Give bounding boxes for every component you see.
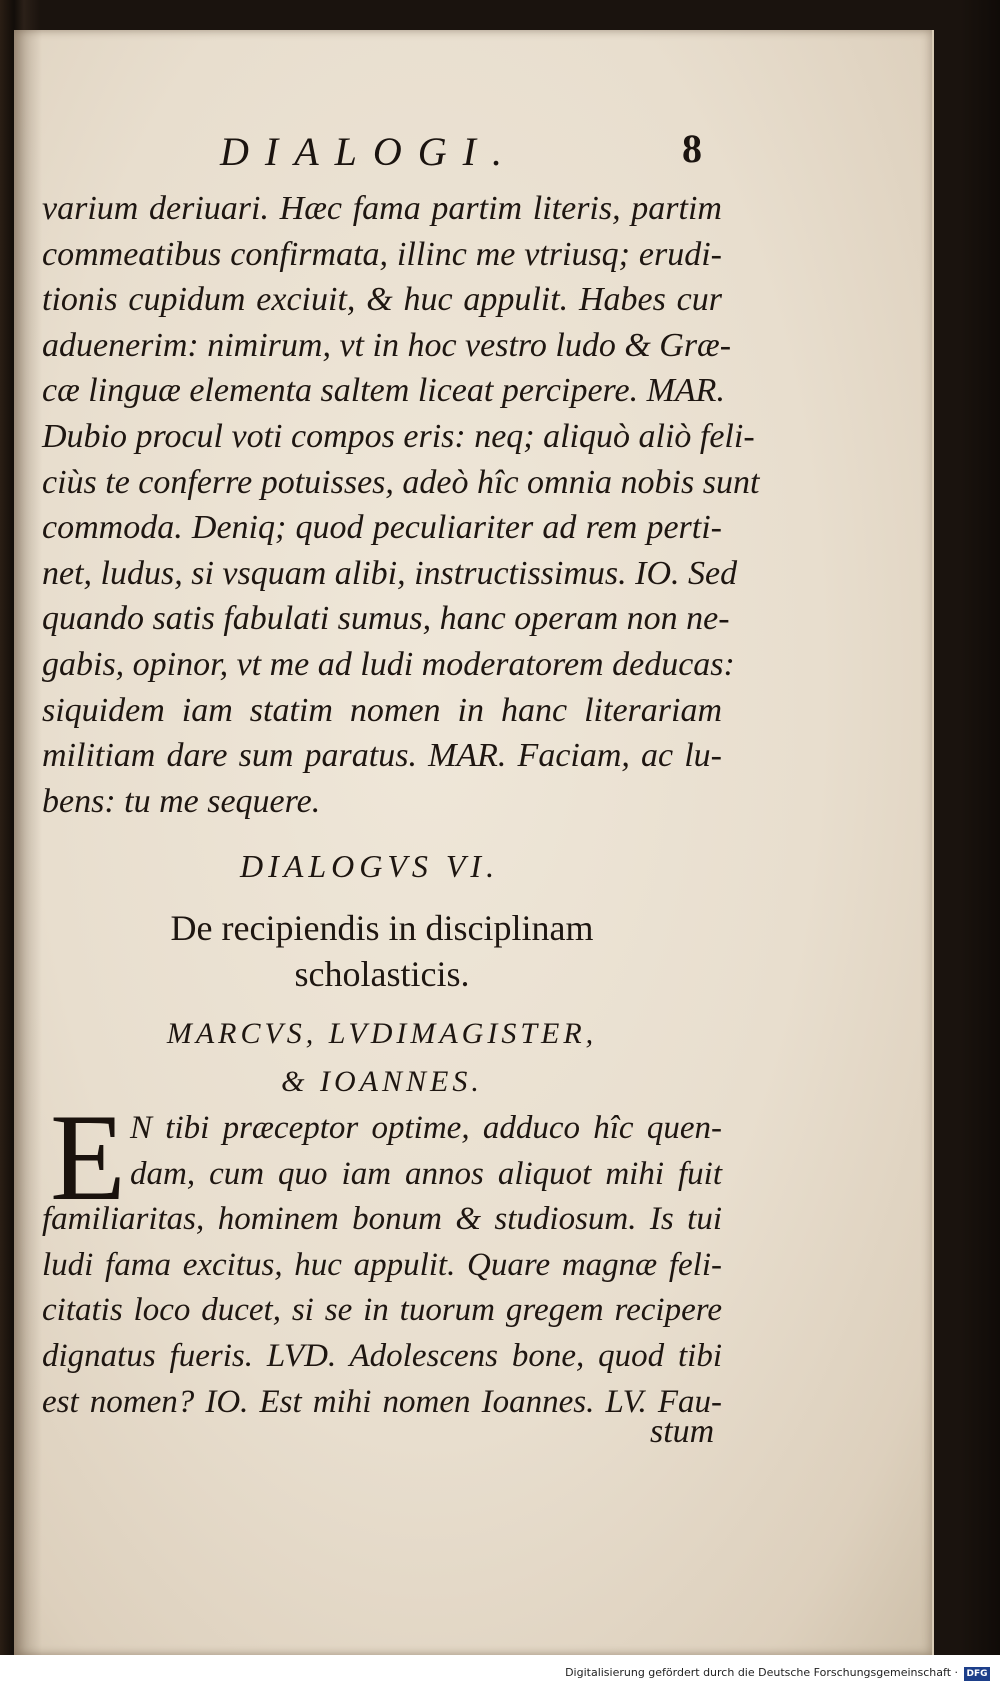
text-line: cæ linguæ elementa saltem liceat percipere. MAR. xyxy=(42,372,725,410)
subtitle-line: De recipiendis in disciplinam xyxy=(170,908,594,948)
text-line: militiam dare sum paratus. MAR. Faciam, ac lu- xyxy=(42,737,722,775)
text-line: ludi fama excitus, huc appulit. Quare magnæ feli- xyxy=(42,1246,722,1283)
text-line: net, ludus, si vsquam alibi, instructissimus. IO. Sed xyxy=(42,554,738,592)
dfg-logo: DFG xyxy=(964,1667,990,1681)
text-line: dam, cum quo iam annos aliquot mihi fuit xyxy=(130,1155,722,1192)
text-line: aduenerim: nimirum, vt in hoc vestro ludo & Græ- xyxy=(42,326,732,364)
text-line: quando satis fabulati sumus, hanc operam non ne- xyxy=(42,600,730,638)
persons-line: & IOANNES. xyxy=(281,1065,483,1098)
text-line: commeatibus confirmata, illinc me vtriusq; erudi- xyxy=(42,235,722,273)
text-line: tionis cupidum exciuit, & huc appulit. Habes cur xyxy=(42,281,722,319)
text-line: est nomen? IO. Est mihi nomen Ioannes. LV. Fau- xyxy=(42,1383,722,1420)
text-line: dignatus fueris. LVD. Adolescens bone, quod tibi xyxy=(42,1337,722,1374)
subtitle-line: scholasticis. xyxy=(294,954,470,994)
digitization-credit: Digitalisierung gefördert durch die Deutsche Forschungsgemeinschaft · xyxy=(565,1666,958,1679)
catchword: stum xyxy=(650,1413,715,1450)
text-line: commoda. Deniq; quod peculiariter ad rem perti- xyxy=(42,509,722,547)
text-line: citatis loco ducet, si se in tuorum gregem recipere xyxy=(42,1292,722,1329)
text-line: ciùs te conferre potuisses, adeò hîc omnia nobis sunt xyxy=(42,463,760,501)
body-paragraph xyxy=(42,186,760,824)
dialog-subtitle xyxy=(42,905,722,997)
drop-cap: E xyxy=(50,1089,126,1226)
text-line: bens: tu me sequere. xyxy=(42,782,321,820)
persons-line: MARCVS, LVDIMAGISTER, xyxy=(166,1017,598,1050)
gutter-shadow xyxy=(14,30,42,1655)
dialog-title: DIALOGVS VI. xyxy=(240,848,500,884)
running-head: DIALOGI. xyxy=(220,129,518,174)
text-line: familiaritas, hominem bonum & studiosum. Is tui xyxy=(42,1201,722,1238)
dialog-persons xyxy=(42,1010,722,1106)
page-number: 8 xyxy=(682,126,702,171)
text-line: siquidem iam statim nomen in hanc literariam xyxy=(42,691,722,729)
text-line: Dubio procul voti compos eris: neq; aliquò aliò feli- xyxy=(42,417,755,455)
footer-band xyxy=(0,1655,1000,1691)
dialog-paragraph xyxy=(42,1106,722,1425)
text-line: gabis, opinor, vt me ad ludi moderatorem deducas: xyxy=(42,645,735,683)
text-line: varium deriuari. Hæc fama partim literis, partim xyxy=(42,190,722,227)
text-line: N tibi præceptor optime, adduco hîc quen- xyxy=(130,1110,722,1146)
